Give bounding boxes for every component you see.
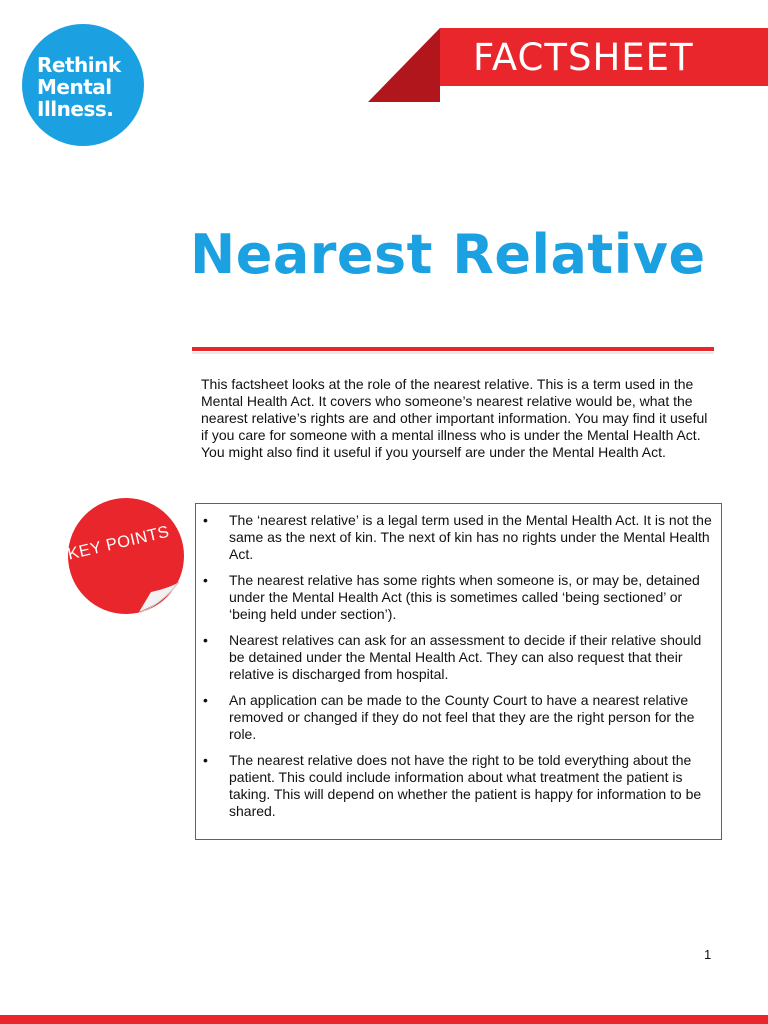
key-points-box [195, 503, 722, 840]
bullet-icon: • [203, 752, 208, 768]
bullet-icon: • [203, 632, 208, 648]
logo-line-2: Mental [37, 75, 112, 99]
key-point-item [196, 632, 713, 683]
key-point-item [196, 752, 713, 820]
bullet-icon: • [203, 572, 208, 588]
key-point-item [196, 692, 713, 743]
key-point-item [196, 572, 713, 623]
rethink-logo [22, 24, 144, 146]
page-title: Nearest Relative [190, 223, 706, 286]
key-point-text: The nearest relative has some rights when someone is, or may be, detained under the Mental Health Act (this is sometimes called ‘being sectioned’ or ‘being held under section’). [229, 572, 700, 622]
key-point-text: The ‘nearest relative’ is a legal term used in the Mental Health Act. It is not the same as the next of kin. The next of kin has no rights under the Mental Health Act. [229, 512, 712, 562]
key-point-text: An application can be made to the County Court to have a nearest relative removed or changed if they do not feel that they are the right person for the role. [229, 692, 695, 742]
intro-paragraph: This factsheet looks at the role of the nearest relative. This is a term used in the Mental Health Act. It covers who someone’s nearest relative would be, what the nearest relative’s rights are and other important information. You may find it useful if you care for someone with a mental illness who is under the Mental Health Act. You might also find it useful if you yourself are under the Mental Health Act. [201, 376, 708, 460]
key-point-item [196, 512, 713, 563]
bullet-icon: • [203, 512, 208, 528]
bullet-icon: • [203, 692, 208, 708]
factsheet-label: FACTSHEET [473, 36, 694, 79]
title-divider-shadow [192, 352, 714, 354]
key-point-text: Nearest relatives can ask for an assessment to decide if their relative should be detained under the Mental Health Act. They can also request that their relative is discharged from hospital. [229, 632, 702, 682]
key-points-label: KEY POINTS [66, 522, 172, 564]
key-point-text: The nearest relative does not have the right to be told everything about the patient. This could include information about what treatment the patient is taking. This will depend on whether the patient is happy for information to be shared. [229, 752, 702, 819]
title-divider [192, 347, 714, 351]
key-points-list [196, 504, 721, 820]
logo-line-3: Illness. [37, 97, 114, 121]
footer-bar [0, 1015, 768, 1024]
page-number: 1 [704, 947, 712, 962]
logo-line-1: Rethink [37, 53, 121, 77]
